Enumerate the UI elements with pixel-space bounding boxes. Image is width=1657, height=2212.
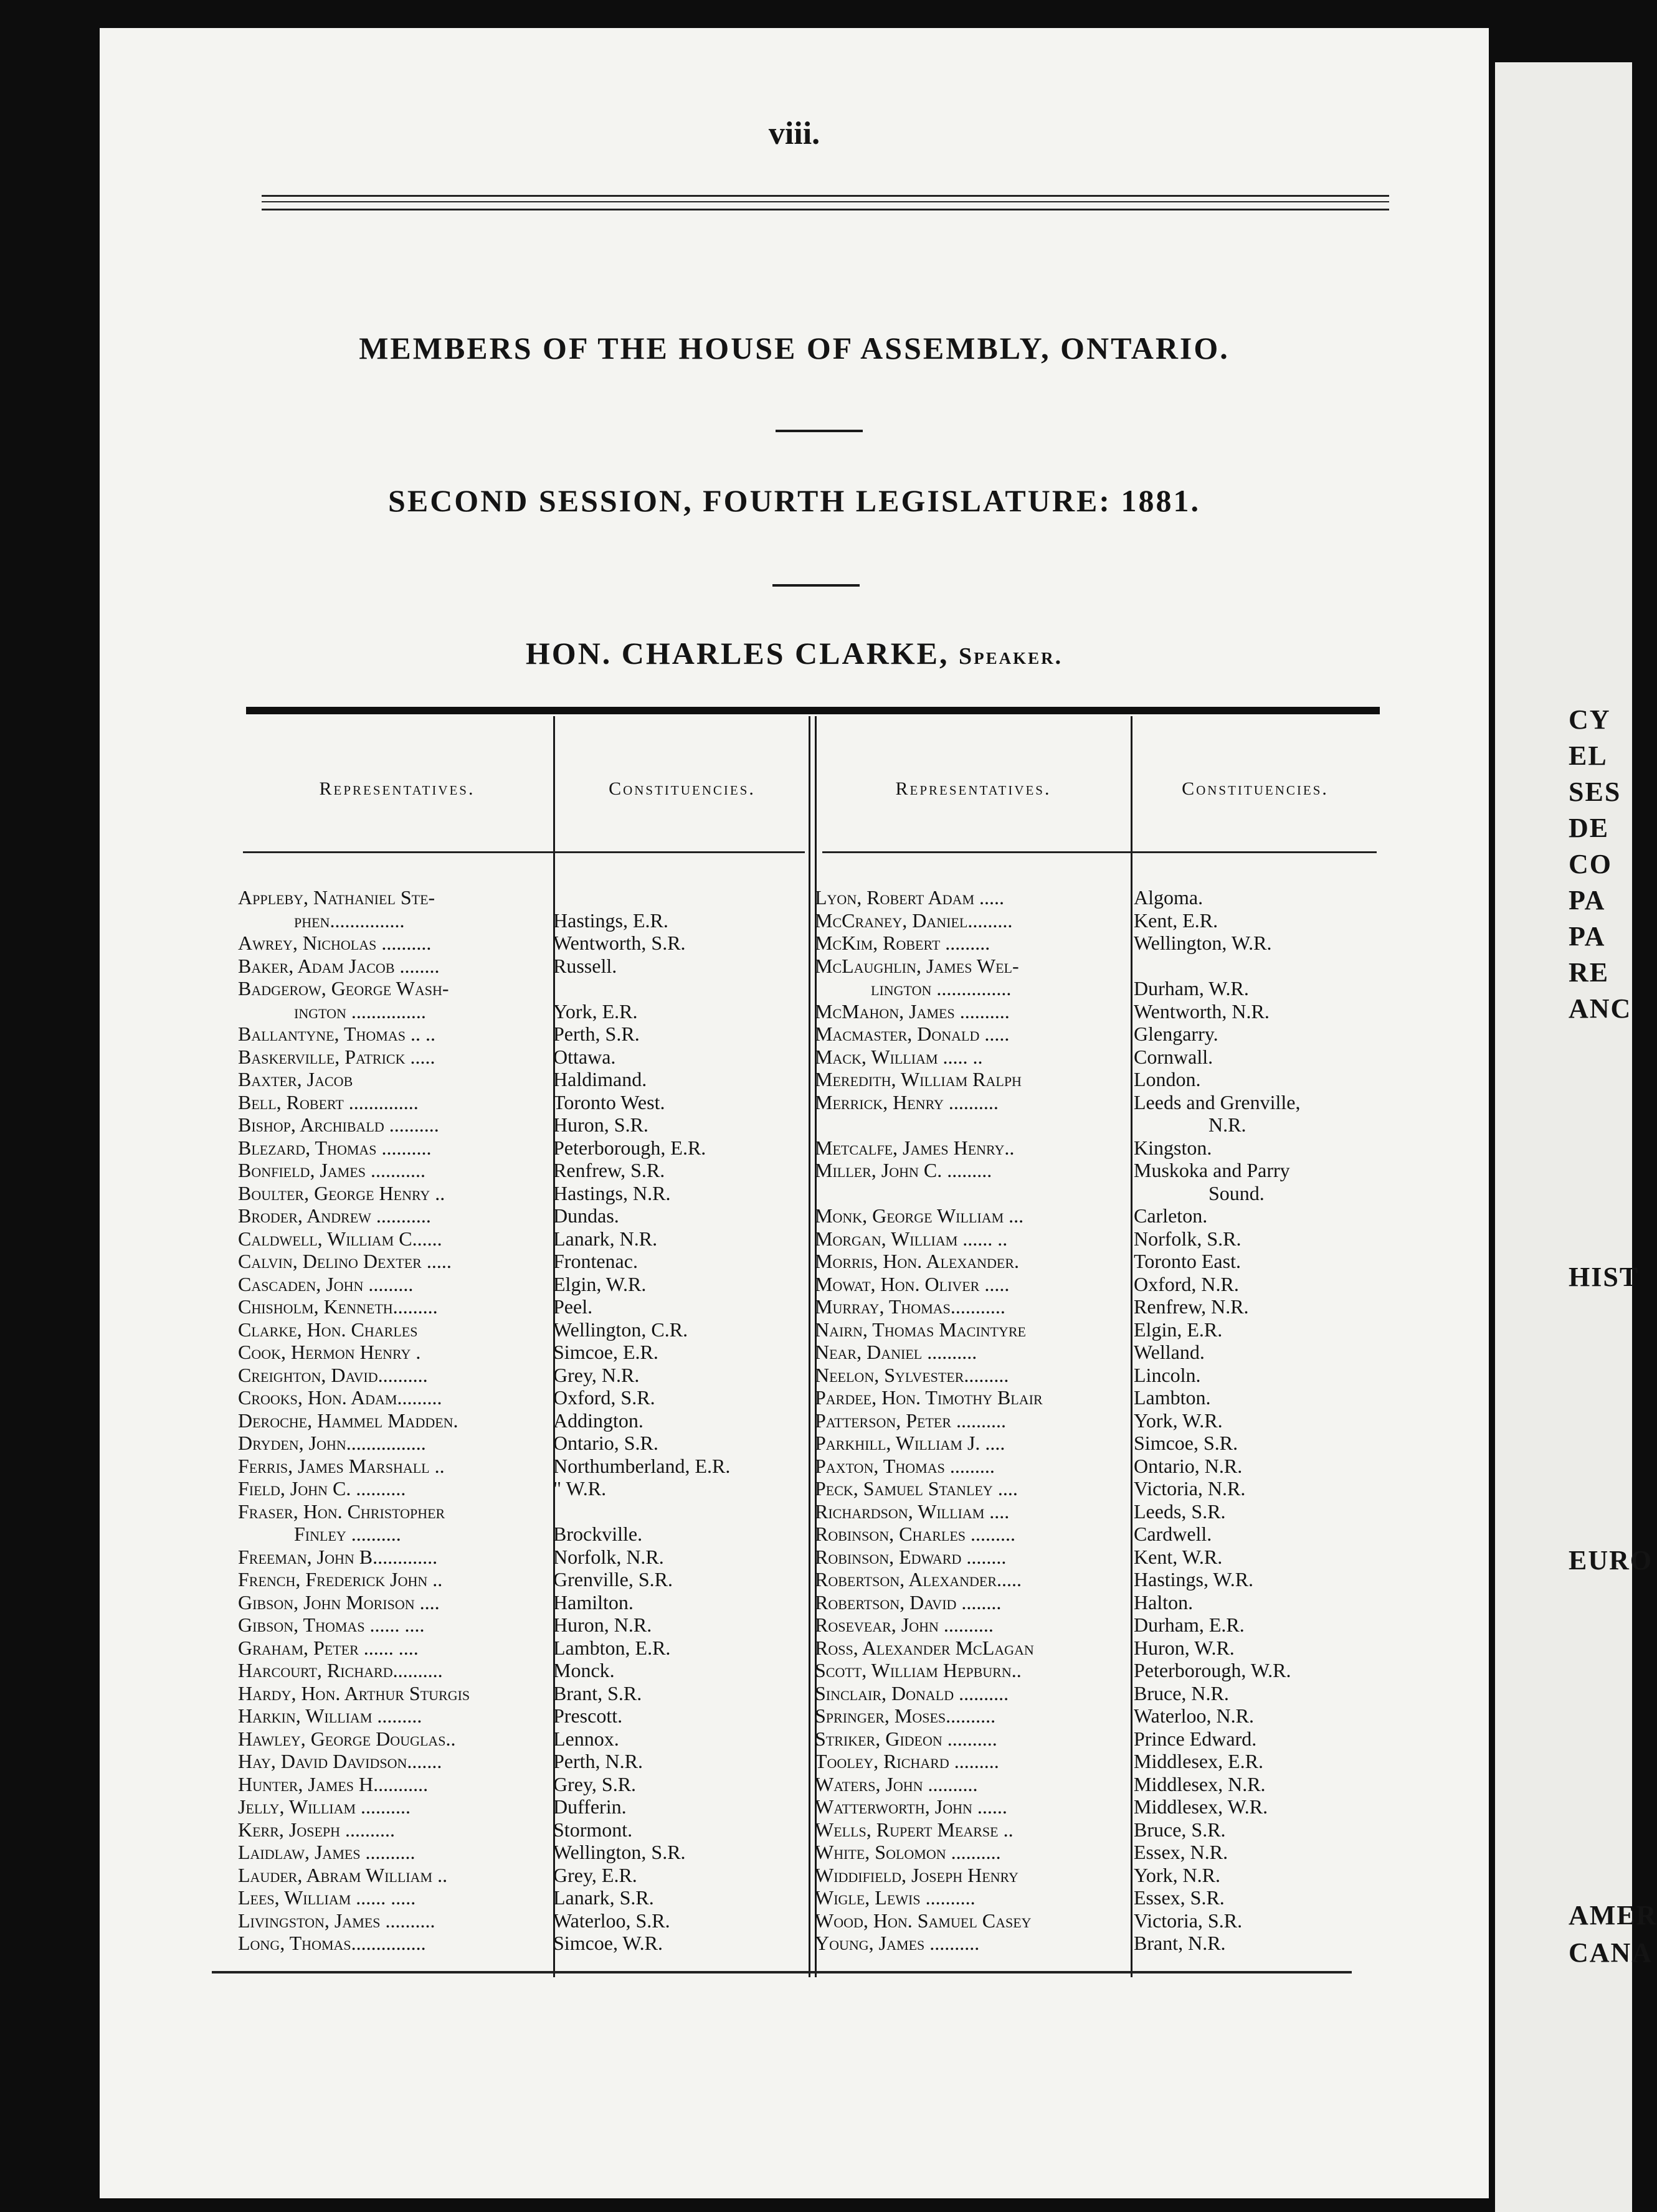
representative-name: Calvin, Delino Dexter ..... — [238, 1250, 452, 1272]
constituency-name: Hastings, N.R. — [553, 1181, 671, 1204]
constituency-name: Russell. — [553, 954, 617, 977]
representative-name: Peck, Samuel Stanley .... — [815, 1477, 1018, 1500]
constituency-name — [553, 977, 809, 1000]
constituency-name: Ontario, S.R. — [553, 1432, 658, 1454]
table-bottom-rule — [212, 1971, 1352, 1973]
constituency-name: Kent, E.R. — [1134, 909, 1218, 932]
constituency-name: Waterloo, S.R. — [553, 1909, 670, 1932]
representative-name: Field, John C. .......... — [238, 1477, 406, 1500]
constituency-name: Essex, S.R. — [1134, 1886, 1225, 1909]
representative-name: French, Frederick John .. — [238, 1568, 443, 1590]
constituency-name: Grenville, S.R. — [553, 1568, 673, 1590]
representative-name: Cook, Hermon Henry . — [238, 1341, 421, 1363]
representative-name: Appleby, Nathaniel Ste- — [238, 886, 435, 909]
constituency-name: Prescott. — [553, 1704, 623, 1727]
representative-name: Broder, Andrew ........... — [238, 1204, 431, 1227]
constituency-name: Haldimand. — [553, 1068, 647, 1090]
title-divider — [776, 430, 863, 432]
representative-name: Hardy, Hon. Arthur Sturgis — [238, 1681, 470, 1704]
representative-name: Morris, Hon. Alexander. — [815, 1250, 1020, 1272]
constituency-name: Oxford, S.R. — [553, 1386, 655, 1409]
constituency-name: Leeds and Grenville, — [1134, 1090, 1301, 1113]
constituency-name: Kent, W.R. — [1134, 1545, 1223, 1568]
header-representatives-right: Representatives. — [895, 778, 1052, 799]
speaker-name: HON. CHARLES CLARKE, — [525, 636, 949, 671]
constituency-name: Middlesex, E.R. — [1134, 1750, 1263, 1772]
representative-name: Waters, John .......... — [815, 1772, 978, 1795]
constituency-name: Oxford, N.R. — [1134, 1272, 1239, 1295]
constituency-name: Lanark, N.R. — [553, 1227, 658, 1250]
representative-name: Wigle, Lewis .......... — [815, 1886, 976, 1909]
constituency-name: York, N.R. — [1134, 1863, 1221, 1886]
constituency-name: Carleton. — [1134, 1204, 1208, 1227]
representative-name: Wood, Hon. Samuel Casey — [815, 1909, 1032, 1932]
representative-name: Bell, Robert .............. — [238, 1090, 419, 1113]
representative-name: Clarke, Hon. Charles — [238, 1318, 418, 1341]
constituency-name: Norfolk, N.R. — [553, 1545, 664, 1568]
representative-name: Freeman, John B............. — [238, 1545, 438, 1568]
representative-name: McKim, Robert ......... — [815, 932, 990, 954]
constituency-name: Toronto East. — [1134, 1250, 1241, 1272]
speaker-line — [100, 635, 1489, 671]
representative-name: Baskerville, Patrick ..... — [238, 1045, 435, 1068]
header-constituencies-left: Constituencies. — [609, 778, 756, 799]
representative-name: Robertson, Alexander..... — [815, 1568, 1022, 1590]
constituency-name: Middlesex, W.R. — [1134, 1795, 1268, 1818]
constituency-name: Peterborough, E.R. — [553, 1136, 706, 1159]
constituency-name: Renfrew, S.R. — [553, 1159, 665, 1181]
constituency-name: Bruce, S.R. — [1134, 1818, 1226, 1841]
constituency-name: Huron, N.R. — [553, 1614, 652, 1636]
constituency-name: Hastings, E.R. — [553, 909, 668, 932]
representative-name: Merrick, Henry .......... — [815, 1090, 999, 1113]
representative-name: Jelly, William .......... — [238, 1795, 411, 1818]
page-number: viii. — [768, 116, 820, 151]
constituency-name: York, E.R. — [553, 1000, 638, 1023]
constituency-name: Leeds, S.R. — [1134, 1500, 1226, 1523]
constituency-name: Hamilton. — [553, 1590, 634, 1614]
adjacent-page-fragment: CY — [1569, 704, 1611, 735]
representative-name: Murray, Thomas........... — [815, 1295, 1005, 1318]
session-divider — [772, 584, 860, 587]
representative-name: Baxter, Jacob — [238, 1068, 353, 1090]
constituency-name: Frontenac. — [553, 1250, 638, 1272]
representative-name: Ballantyne, Thomas .. .. — [238, 1023, 435, 1045]
representative-name: Meredith, William Ralph — [815, 1068, 1022, 1090]
constituency-name: Bruce, N.R. — [1134, 1681, 1229, 1704]
representative-name: Widdifield, Joseph Henry — [815, 1863, 1018, 1886]
constituency-name: Peel. — [553, 1295, 593, 1318]
constituency-name: Stormont. — [553, 1818, 633, 1841]
representative-name: Hawley, George Douglas.. — [238, 1727, 456, 1750]
representative-name: Wells, Rupert Mearse .. — [815, 1818, 1014, 1841]
constituency-name: Durham, W.R. — [1134, 977, 1249, 1000]
representative-name: McLaughlin, James Wel- — [815, 954, 1019, 977]
representative-name: Dryden, John................ — [238, 1432, 426, 1454]
representative-name: Lees, William ...... ..... — [238, 1886, 416, 1909]
page-title: MEMBERS OF THE HOUSE OF ASSEMBLY, ONTARIO. — [359, 331, 1230, 366]
representative-name: Boulter, George Henry .. — [238, 1181, 445, 1204]
representative-name: Finley .......... — [294, 1523, 401, 1545]
representative-name: Chisholm, Kenneth......... — [238, 1295, 438, 1318]
adjacent-page-fragment: EL — [1569, 740, 1608, 771]
constituency-name: Grey, N.R. — [553, 1363, 640, 1386]
adjacent-page-fragment: PA — [1569, 921, 1606, 952]
constituency-name: Welland. — [1134, 1341, 1205, 1363]
constituency-name — [553, 886, 809, 909]
constituency-name: Wellington, C.R. — [553, 1318, 688, 1341]
constituency-name: Grey, E.R. — [553, 1863, 637, 1886]
right-representatives-list — [815, 886, 1129, 1955]
constituency-name: Victoria, N.R. — [1134, 1477, 1246, 1500]
representative-name: Scott, William Hepburn.. — [815, 1659, 1022, 1681]
constituency-name: Glengarry. — [1134, 1023, 1218, 1045]
constituency-name: Perth, S.R. — [553, 1023, 640, 1045]
constituency-name: Addington. — [553, 1409, 643, 1432]
representative-name: Paxton, Thomas ......... — [815, 1454, 995, 1477]
adjacent-page-fragment: ANC — [1569, 993, 1632, 1024]
representative-name — [815, 1113, 1129, 1137]
adjacent-page-fragment: EURO — [1569, 1545, 1653, 1576]
constituency-name: Lennox. — [553, 1727, 619, 1750]
left-representatives-list — [238, 886, 548, 1955]
representative-name: Bonfield, James ........... — [238, 1159, 426, 1181]
representative-name: Gibson, John Morison .... — [238, 1590, 440, 1614]
constituency-name: Muskoka and Parry — [1134, 1159, 1290, 1181]
representative-name: Morgan, William ...... .. — [815, 1227, 1008, 1250]
constituency-name: Middlesex, N.R. — [1134, 1772, 1266, 1795]
constituency-name: Grey, S.R. — [553, 1772, 637, 1795]
representative-name: Badgerow, George Wash- — [238, 977, 449, 1000]
adjacent-page-fragment: SES — [1569, 777, 1621, 807]
constituency-name: Durham, E.R. — [1134, 1614, 1245, 1636]
constituency-name: Brant, N.R. — [1134, 1932, 1226, 1954]
representative-name: Lauder, Abram William .. — [238, 1863, 448, 1886]
adjacent-page-fragment: AMER — [1569, 1900, 1657, 1931]
header-underline — [822, 851, 1377, 853]
constituency-name: Halton. — [1134, 1590, 1194, 1614]
representative-name: Awrey, Nicholas .......... — [238, 932, 432, 954]
representative-name: Robertson, David ........ — [815, 1590, 1002, 1614]
constituency-name: Wellington, S.R. — [553, 1841, 686, 1863]
constituency-name: N.R. — [1208, 1113, 1246, 1136]
representative-name: Rosevear, John .......... — [815, 1614, 994, 1636]
representative-name: Pardee, Hon. Timothy Blair — [815, 1386, 1043, 1409]
constituency-name: Kingston. — [1134, 1136, 1212, 1159]
constituency-name: Sound. — [1208, 1181, 1265, 1204]
constituency-name: Waterloo, N.R. — [1134, 1704, 1254, 1727]
constituency-name: Cardwell. — [1134, 1523, 1212, 1545]
representative-name: Hunter, James H........... — [238, 1772, 429, 1795]
adjacent-page-fragment: CANA — [1569, 1937, 1653, 1968]
header-rule — [262, 209, 1389, 210]
adjacent-page-fragment: PA — [1569, 885, 1606, 915]
representative-name: lington ............... — [871, 977, 1012, 1000]
representative-name: Neelon, Sylvester......... — [815, 1363, 1009, 1386]
header-rule — [262, 195, 1389, 197]
representative-name: Parkhill, William J. .... — [815, 1432, 1005, 1454]
column-divider — [809, 716, 810, 1977]
representative-name: Caldwell, William C...... — [238, 1227, 442, 1250]
representative-name: Harcourt, Richard.......... — [238, 1659, 443, 1681]
constituency-name: Monck. — [553, 1659, 615, 1681]
adjacent-page-fragment: RE — [1569, 957, 1610, 988]
representative-name: Gibson, Thomas ...... .... — [238, 1614, 425, 1636]
representative-name — [815, 1182, 1129, 1205]
constituency-name: Prince Edward. — [1134, 1727, 1257, 1750]
representative-name: Ferris, James Marshall .. — [238, 1454, 445, 1477]
representative-name: Lyon, Robert Adam ..... — [815, 886, 1005, 909]
representative-name: Crooks, Hon. Adam......... — [238, 1386, 442, 1409]
representative-name: phen............... — [294, 909, 405, 932]
representative-name: Bishop, Archibald .......... — [238, 1113, 439, 1136]
representative-name: Watterworth, John ...... — [815, 1795, 1007, 1818]
representative-name: Miller, John C. ......... — [815, 1159, 992, 1181]
constituency-name: Brockville. — [553, 1523, 643, 1545]
constituency-name: Simcoe, W.R. — [553, 1932, 663, 1954]
representative-name: Harkin, William ......... — [238, 1704, 422, 1727]
representative-name: Metcalfe, James Henry.. — [815, 1136, 1015, 1159]
adjacent-page-fragment: DE — [1569, 813, 1610, 843]
representative-name: Monk, George William ... — [815, 1204, 1024, 1227]
representative-name: Ross, Alexander McLagan — [815, 1636, 1034, 1659]
constituency-name: Wellington, W.R. — [1134, 932, 1272, 954]
representative-name: Striker, Gideon .......... — [815, 1727, 997, 1750]
constituency-name: Brant, S.R. — [553, 1681, 642, 1704]
constituency-name: Lanark, S.R. — [553, 1886, 654, 1909]
constituency-name: Huron, W.R. — [1134, 1636, 1235, 1659]
constituency-name — [1134, 955, 1383, 978]
constituency-name: Algoma. — [1134, 886, 1204, 909]
representative-name: Baker, Adam Jacob ........ — [238, 954, 440, 977]
constituency-name: Norfolk, S.R. — [1134, 1227, 1242, 1250]
representative-name: Deroche, Hammel Madden. — [238, 1409, 458, 1432]
constituency-name: Ottawa. — [553, 1045, 616, 1068]
constituency-name: Wentworth, S.R. — [553, 932, 686, 954]
representative-name: McMahon, James .......... — [815, 1000, 1010, 1023]
representative-name: McCraney, Daniel......... — [815, 909, 1013, 932]
representative-name: Mowat, Hon. Oliver ..... — [815, 1272, 1010, 1295]
adjacent-page-fragment: CO — [1569, 849, 1612, 879]
representative-name: Tooley, Richard ......... — [815, 1750, 999, 1772]
representative-name: Laidlaw, James .......... — [238, 1841, 415, 1863]
header-representatives-left: Representatives. — [319, 778, 475, 799]
constituency-name: Wentworth, N.R. — [1134, 1000, 1270, 1023]
representative-name: Springer, Moses.......... — [815, 1704, 996, 1727]
constituency-name: Huron, S.R. — [553, 1113, 648, 1136]
header-rule — [262, 201, 1389, 202]
column-divider — [1131, 716, 1132, 1977]
representative-name: Livingston, James .......... — [238, 1909, 435, 1932]
left-constituencies-list — [553, 886, 809, 1955]
constituency-name: Dundas. — [553, 1204, 619, 1227]
constituency-name: Elgin, E.R. — [1134, 1318, 1223, 1341]
constituency-name: Renfrew, N.R. — [1134, 1295, 1249, 1318]
constituency-name: Simcoe, E.R. — [553, 1341, 658, 1363]
constituency-name: Essex, N.R. — [1134, 1841, 1228, 1863]
document-page — [100, 28, 1489, 2198]
representative-name: Robinson, Charles ......... — [815, 1523, 1016, 1545]
table-top-rule — [246, 707, 1380, 714]
representative-name: Creighton, David.......... — [238, 1363, 428, 1386]
representative-name: Blezard, Thomas .......... — [238, 1136, 432, 1159]
header-constituencies-right: Constituencies. — [1182, 778, 1329, 799]
constituency-name: Northumberland, E.R. — [553, 1454, 731, 1477]
constituency-name: Peterborough, W.R. — [1134, 1659, 1291, 1681]
constituency-name: York, W.R. — [1134, 1409, 1223, 1432]
constituency-name — [553, 1500, 809, 1523]
constituency-name: Dufferin. — [553, 1795, 627, 1818]
constituency-name: Elgin, W.R. — [553, 1272, 647, 1295]
constituency-name: Toronto West. — [553, 1090, 665, 1113]
representative-name: Young, James .......... — [815, 1932, 980, 1954]
representative-name: Hay, David Davidson....... — [238, 1750, 442, 1772]
representative-name: Richardson, William .... — [815, 1500, 1010, 1523]
constituency-name: Simcoe, S.R. — [1134, 1432, 1238, 1454]
representative-name: Mack, William ..... .. — [815, 1045, 983, 1068]
representative-name: Macmaster, Donald ..... — [815, 1023, 1010, 1045]
constituency-name: Cornwall. — [1134, 1045, 1213, 1068]
representative-name: White, Solomon .......... — [815, 1841, 1001, 1863]
constituency-name: " W.R. — [553, 1477, 607, 1500]
constituency-name: Lambton, E.R. — [553, 1636, 671, 1659]
adjacent-page-fragment: HIST — [1569, 1262, 1640, 1292]
representative-name: Sinclair, Donald .......... — [815, 1681, 1009, 1704]
representative-name: Cascaden, John ......... — [238, 1272, 414, 1295]
speaker-title: Speaker. — [958, 643, 1063, 669]
representative-name: Patterson, Peter .......... — [815, 1409, 1007, 1432]
constituency-name: Lambton. — [1134, 1386, 1211, 1409]
session-title: SECOND SESSION, FOURTH LEGISLATURE: 1881. — [388, 483, 1200, 518]
representative-name: Fraser, Hon. Christopher — [238, 1500, 445, 1523]
representative-name: ington ............... — [294, 1000, 426, 1023]
representative-name: Nairn, Thomas Macintyre — [815, 1318, 1026, 1341]
constituency-name: London. — [1134, 1068, 1201, 1090]
representative-name: Robinson, Edward ........ — [815, 1545, 1007, 1568]
constituency-name: Hastings, W.R. — [1134, 1568, 1254, 1590]
right-constituencies-list — [1134, 886, 1383, 1955]
header-underline — [243, 851, 805, 853]
representative-name: Graham, Peter ...... .... — [238, 1636, 419, 1659]
representative-name: Long, Thomas............... — [238, 1932, 426, 1954]
constituency-name: Perth, N.R. — [553, 1750, 643, 1772]
constituency-name: Victoria, S.R. — [1134, 1909, 1243, 1932]
representative-name: Near, Daniel .......... — [815, 1341, 977, 1363]
representative-name: Kerr, Joseph .......... — [238, 1818, 396, 1841]
adjacent-page-edge — [1495, 62, 1657, 2212]
constituency-name: Ontario, N.R. — [1134, 1454, 1243, 1477]
constituency-name: Lincoln. — [1134, 1363, 1201, 1386]
